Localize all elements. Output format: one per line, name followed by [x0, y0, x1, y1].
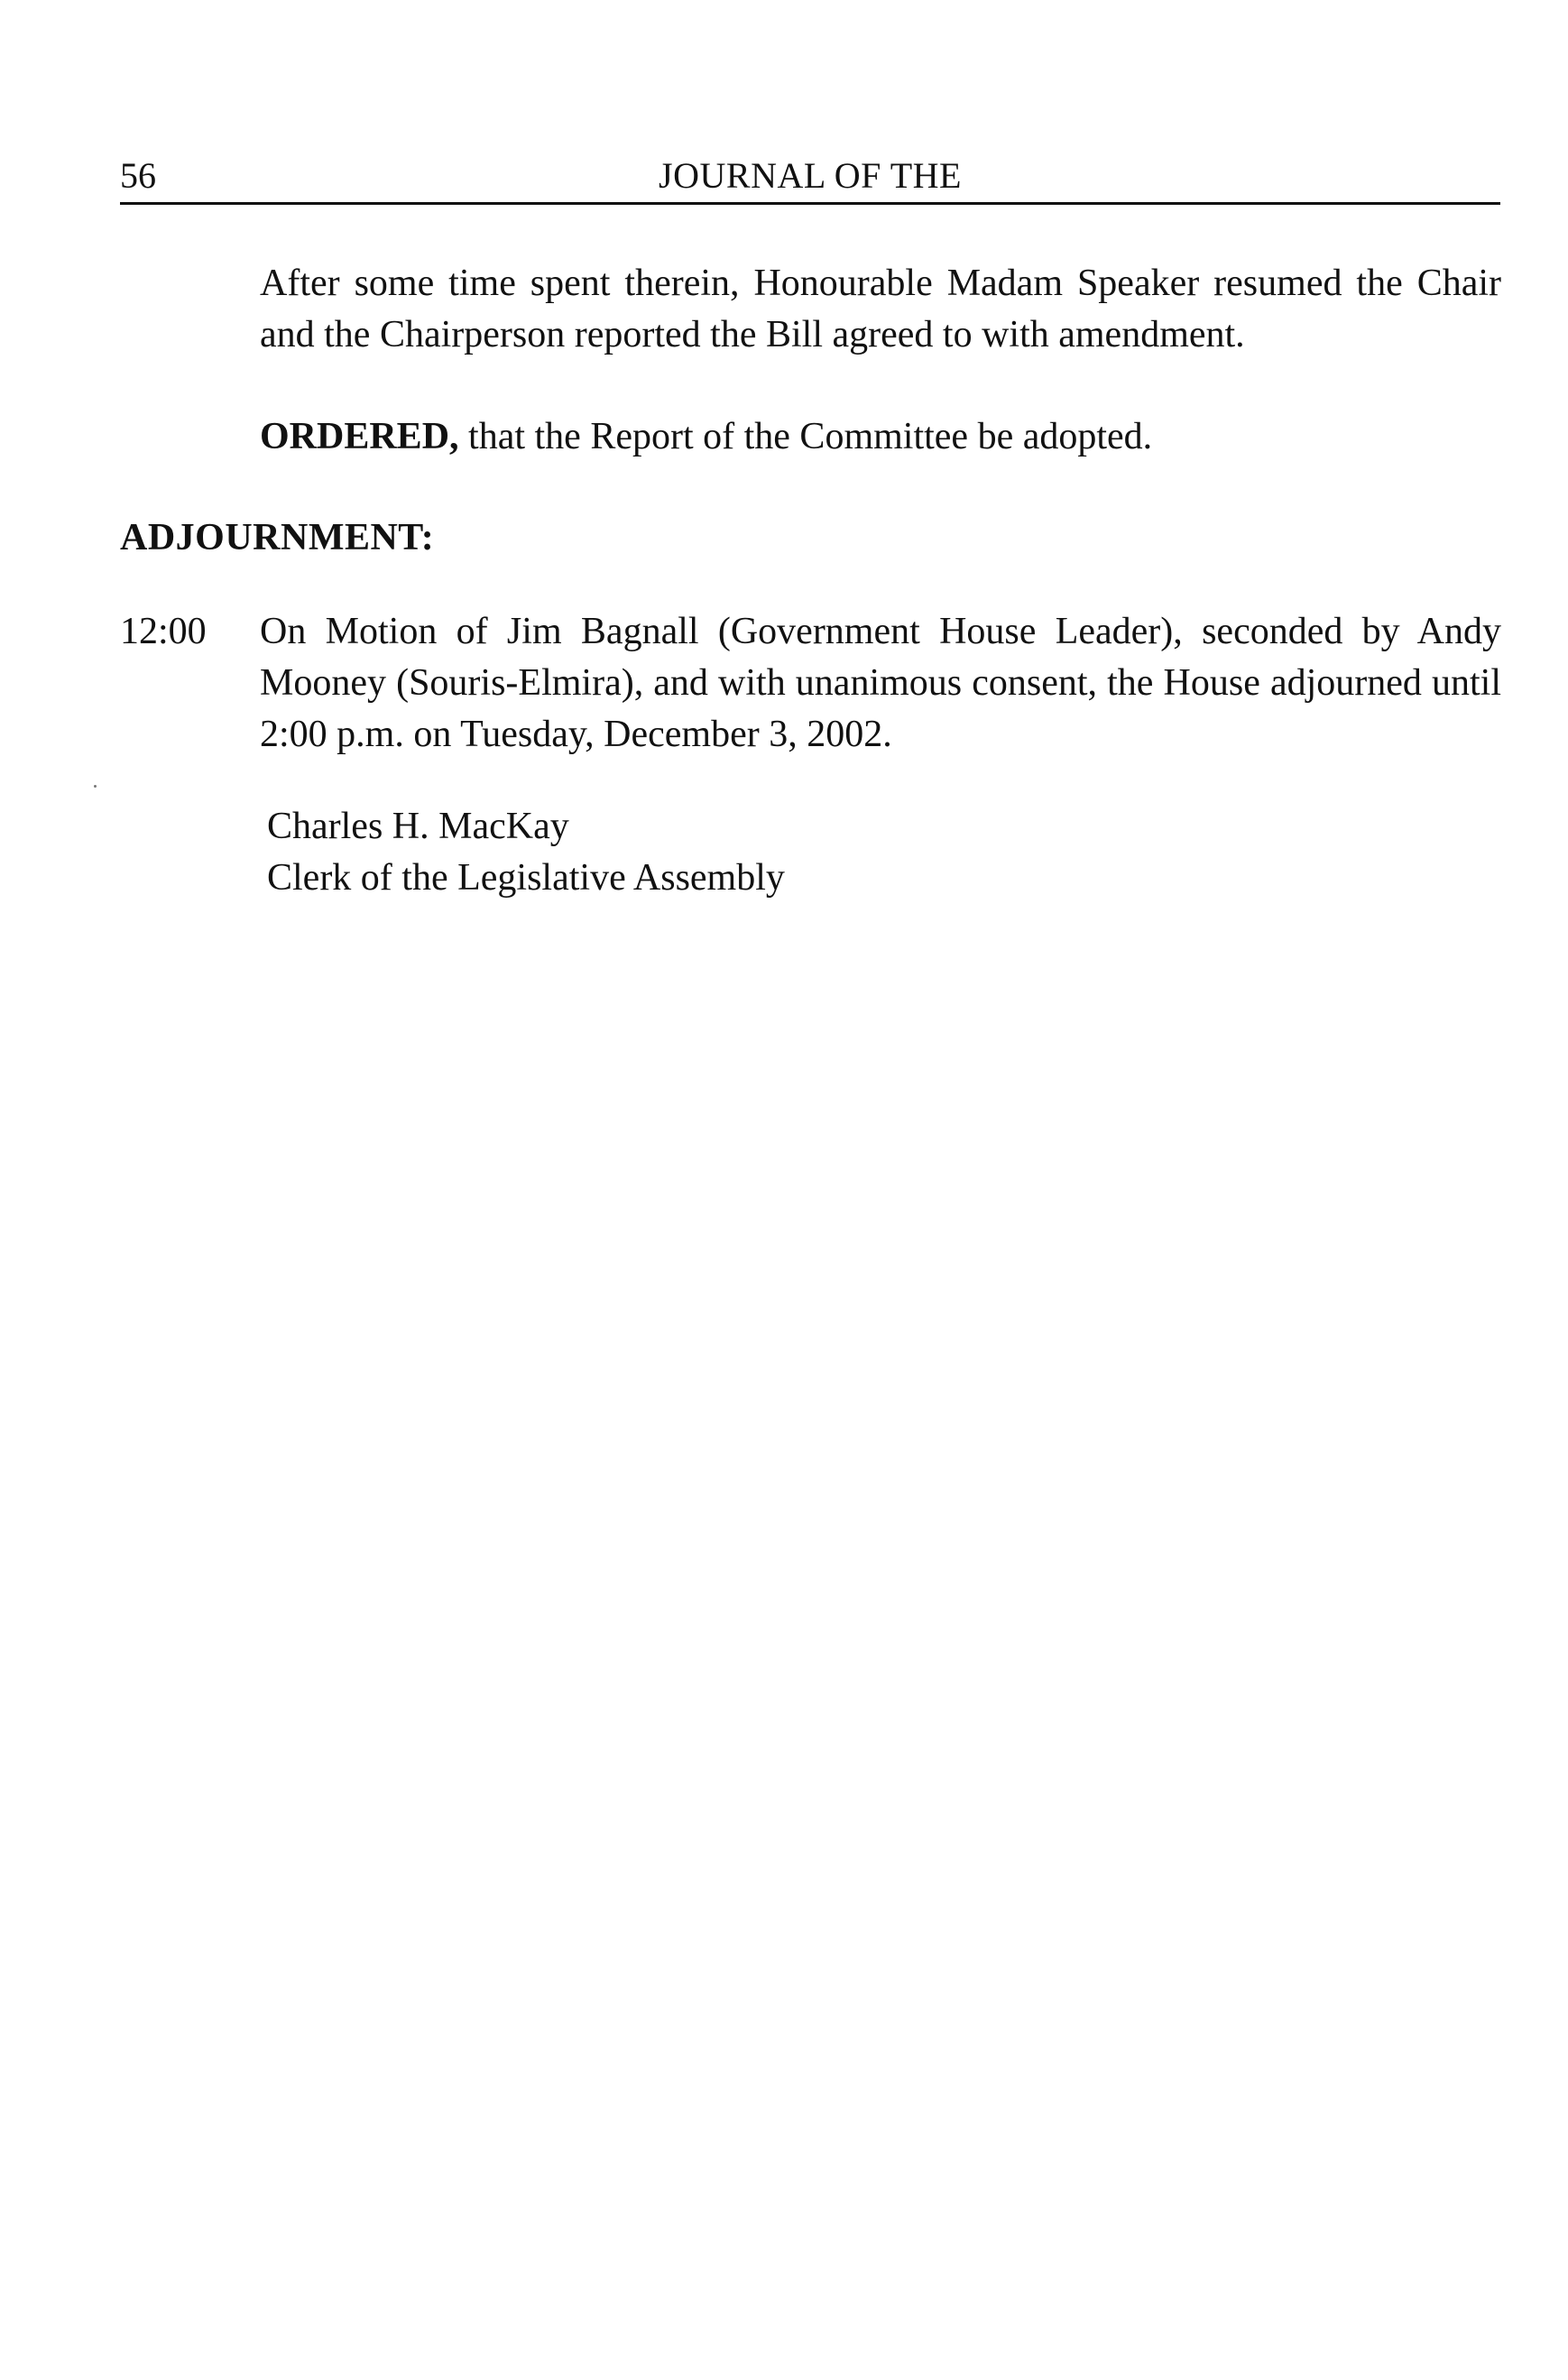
running-header — [120, 150, 1500, 205]
journal-title: JOURNAL OF THE — [659, 155, 962, 196]
scan-speck — [94, 785, 97, 788]
adjournment-time: 12:00 — [120, 611, 207, 652]
ordered-text: that the Report of the Committee be adopted. — [458, 416, 1153, 457]
ordered-paragraph — [260, 411, 1501, 463]
signature-block — [267, 801, 785, 904]
ordered-label: ORDERED, — [260, 416, 459, 457]
page-number: 56 — [120, 155, 156, 196]
signature-name: Charles H. MacKay — [267, 806, 569, 847]
committee-report-paragraph: After some time spent therein, Honourable Madam Speaker resumed the Chair and the Chairperson reported the Bill agreed to with amendment. — [260, 263, 1501, 355]
adjournment-heading: ADJOURNMENT: — [120, 517, 435, 558]
signature-title: Clerk of the Legislative Assembly — [267, 857, 785, 899]
adjournment-motion-paragraph: On Motion of Jim Bagnall (Government House Leader), seconded by Andy Mooney (Souris-Elmira), and with unanimous consent, the House adjourned until 2:00 p.m. on Tuesday, December 3, 2002. — [260, 611, 1501, 755]
